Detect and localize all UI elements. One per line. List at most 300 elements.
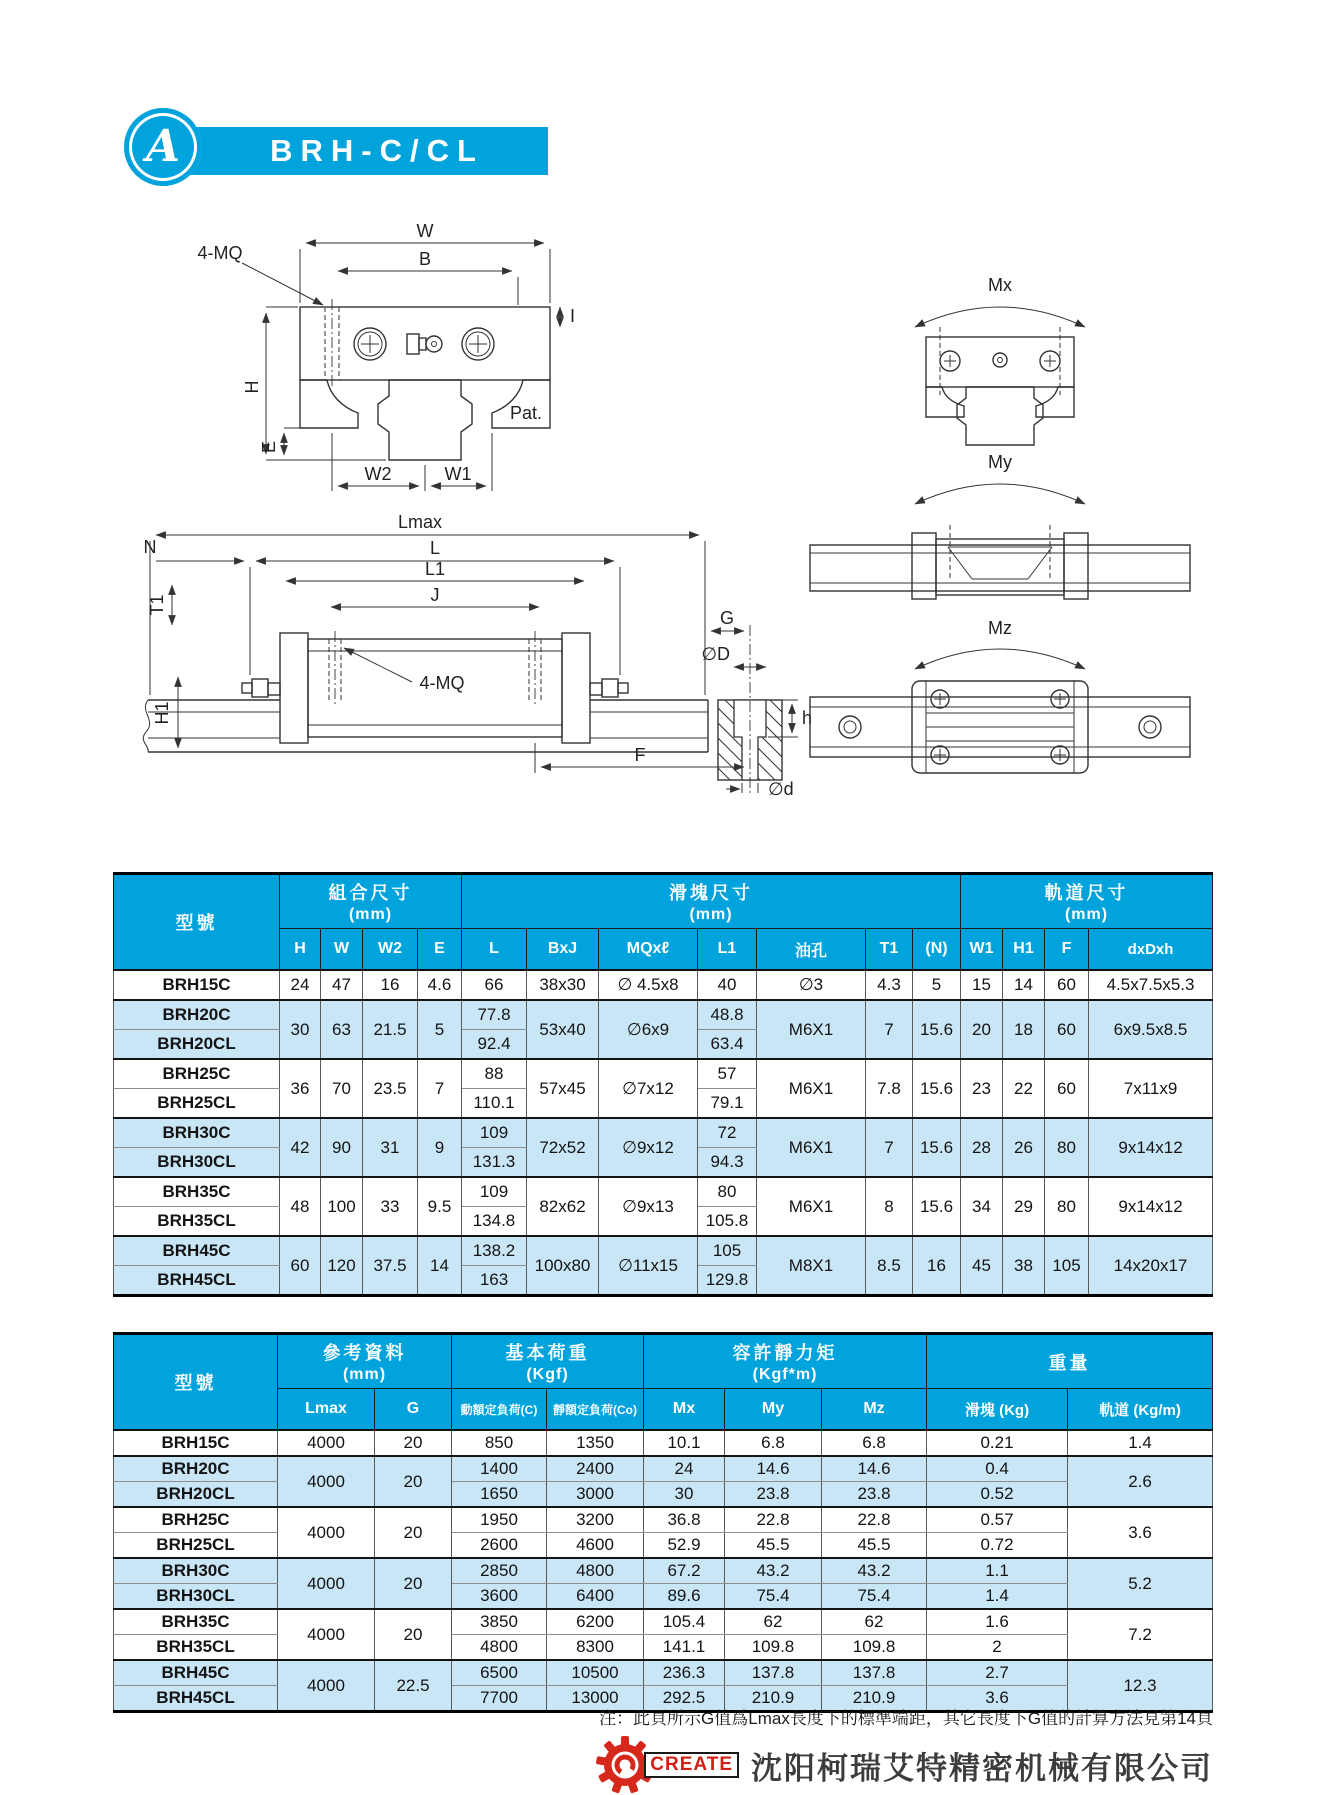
- column-header: H1: [1003, 929, 1045, 971]
- table-cell: 1350: [547, 1430, 644, 1456]
- table-cell: 31: [363, 1118, 418, 1177]
- model-cell: BRH30CL: [114, 1584, 278, 1610]
- table-cell: 45.5: [725, 1533, 822, 1559]
- table-cell: 67.2: [644, 1558, 725, 1584]
- table-cell: 47: [321, 970, 363, 1000]
- model-cell: BRH45CL: [114, 1686, 278, 1712]
- footnote: 注：此頁所示G值爲Lmax長度下的標準端距，其它長度下G值的計算方法見第14頁: [599, 1709, 1213, 1728]
- column-header: 靜額定負荷(Co): [547, 1389, 644, 1431]
- table-cell: M6X1: [757, 1059, 866, 1118]
- column-header: My: [725, 1389, 822, 1431]
- model-cell: BRH15C: [114, 1430, 278, 1456]
- model-cell: BRH15C: [114, 970, 280, 1000]
- table-cell: 5.2: [1068, 1558, 1213, 1609]
- model-cell: BRH45C: [114, 1660, 278, 1686]
- table-cell: 14.6: [725, 1456, 822, 1482]
- table-cell: 62: [822, 1609, 927, 1635]
- table-cell: 4000: [278, 1660, 375, 1712]
- table-cell: 62: [725, 1609, 822, 1635]
- table-cell: 4000: [278, 1609, 375, 1660]
- table-row: [114, 1507, 1213, 1533]
- table-cell: 9x14x12: [1089, 1177, 1213, 1236]
- model-cell: BRH35C: [114, 1609, 278, 1635]
- table-cell: 12.3: [1068, 1660, 1213, 1712]
- table-cell: 38x30: [527, 970, 599, 1000]
- table-cell: 4.5x7.5x5.3: [1089, 970, 1213, 1000]
- table-cell: 24: [644, 1456, 725, 1482]
- table-cell: 75.4: [822, 1584, 927, 1610]
- table-cell: 43.2: [822, 1558, 927, 1584]
- table-cell: 30: [644, 1482, 725, 1508]
- model-cell: BRH35CL: [114, 1635, 278, 1661]
- table-cell: 141.1: [644, 1635, 725, 1661]
- table-cell: 0.72: [927, 1533, 1068, 1559]
- table-cell: 15: [961, 970, 1003, 1000]
- table-cell: 3.6: [927, 1686, 1068, 1712]
- table-cell: 4.6: [418, 970, 462, 1000]
- dim-w2: W2: [364, 464, 392, 484]
- table-cell: 109: [462, 1118, 527, 1148]
- table-cell: 6200: [547, 1609, 644, 1635]
- my-label: My: [988, 452, 1012, 472]
- table-cell: 210.9: [822, 1686, 927, 1712]
- model-cell: BRH20CL: [114, 1030, 280, 1060]
- column-header: Mx: [644, 1389, 725, 1431]
- column-header: 油孔: [757, 929, 866, 971]
- table-cell: 105.8: [698, 1207, 757, 1237]
- table-cell: 8300: [547, 1635, 644, 1661]
- group-header-static-moment: [644, 1334, 927, 1389]
- table-cell: 0.52: [927, 1482, 1068, 1508]
- table-cell: 15.6: [913, 1000, 961, 1059]
- table-cell: 80: [1045, 1118, 1089, 1177]
- dim-e: E: [259, 440, 279, 454]
- table-cell: 20: [375, 1430, 452, 1456]
- table-cell: 63.4: [698, 1030, 757, 1060]
- table-cell: 23.8: [725, 1482, 822, 1508]
- group-label: 組合尺寸: [328, 883, 413, 903]
- dim-t1: T1: [147, 594, 167, 616]
- table-cell: 40: [698, 970, 757, 1000]
- model-column-header: 型號: [114, 1334, 278, 1431]
- table-cell: 9.5: [418, 1177, 462, 1236]
- table-cell: 7: [866, 1000, 913, 1059]
- table-cell: 4000: [278, 1507, 375, 1558]
- table-cell: M6X1: [757, 1000, 866, 1059]
- table-cell: 43.2: [725, 1558, 822, 1584]
- table-row: [114, 1660, 1213, 1686]
- column-header: G: [375, 1389, 452, 1431]
- table-cell: 29: [1003, 1177, 1045, 1236]
- table-cell: 4800: [547, 1558, 644, 1584]
- dim-j: J: [430, 585, 440, 605]
- table-cell: 110.1: [462, 1089, 527, 1119]
- table-cell: 1950: [452, 1507, 547, 1533]
- table-cell: 7x11x9: [1089, 1059, 1213, 1118]
- table-cell: 109.8: [822, 1635, 927, 1661]
- table-cell: 16: [363, 970, 418, 1000]
- group-header-block: [462, 874, 961, 929]
- side-view: [143, 512, 812, 820]
- table-cell: 292.5: [644, 1686, 725, 1712]
- table-cell: 14.6: [822, 1456, 927, 1482]
- dim-h-depth: h: [802, 708, 813, 728]
- table-cell: 37.5: [363, 1236, 418, 1296]
- column-header: W1: [961, 929, 1003, 971]
- table-cell: 109.8: [725, 1635, 822, 1661]
- table-cell: 2.7: [927, 1660, 1068, 1686]
- table-cell: ∅9x13: [599, 1177, 698, 1236]
- table-cell: 14: [418, 1236, 462, 1296]
- table-cell: 22.5: [375, 1660, 452, 1712]
- table-cell: 105: [1045, 1236, 1089, 1296]
- table-cell: 75.4: [725, 1584, 822, 1610]
- table-cell: 105.4: [644, 1609, 725, 1635]
- column-header: (N): [913, 929, 961, 971]
- table-cell: 138.2: [462, 1236, 527, 1266]
- table-cell: 3000: [547, 1482, 644, 1508]
- model-cell: BRH30C: [114, 1558, 278, 1584]
- group-label: 重量: [1048, 1352, 1091, 1373]
- table-row: [114, 1558, 1213, 1584]
- table-cell: 6400: [547, 1584, 644, 1610]
- table-cell: 4000: [278, 1430, 375, 1456]
- table-cell: 0.4: [927, 1456, 1068, 1482]
- table-cell: 26: [1003, 1118, 1045, 1177]
- column-header: Lmax: [278, 1389, 375, 1431]
- table-cell: 66: [462, 970, 527, 1000]
- moment-mx-view: [915, 275, 1085, 445]
- table-cell: 7: [418, 1059, 462, 1118]
- brand-logo: [124, 108, 202, 186]
- table-cell: 13000: [547, 1686, 644, 1712]
- table-cell: 30: [280, 1000, 321, 1059]
- dim-b: B: [418, 249, 432, 269]
- group-header-assembly: [280, 874, 462, 929]
- model-cell: BRH45CL: [114, 1266, 280, 1296]
- dim-h: H: [242, 380, 262, 394]
- group-header-row: [114, 874, 1213, 929]
- table-cell: ∅11x15: [599, 1236, 698, 1296]
- table-cell: 16: [913, 1236, 961, 1296]
- group-unit: (mm): [348, 906, 393, 923]
- table-cell: 34: [961, 1177, 1003, 1236]
- dim-h1: H1: [152, 701, 172, 725]
- dim-l1: L1: [424, 559, 446, 579]
- table-cell: 70: [321, 1059, 363, 1118]
- table-cell: 20: [375, 1507, 452, 1558]
- table-cell: 20: [961, 1000, 1003, 1059]
- table-cell: 89.6: [644, 1584, 725, 1610]
- table-cell: 15.6: [913, 1059, 961, 1118]
- model-cell: BRH25CL: [114, 1089, 280, 1119]
- table-cell: 109: [462, 1177, 527, 1207]
- table-row: [114, 970, 1213, 1000]
- table-cell: 1.4: [927, 1584, 1068, 1610]
- column-header-row: [114, 1389, 1213, 1431]
- dim-4mq-side: 4-MQ: [419, 673, 465, 693]
- column-header: 軌道 (Kg/m): [1068, 1389, 1213, 1431]
- table-cell: 20: [375, 1558, 452, 1609]
- table-cell: 9x14x12: [1089, 1118, 1213, 1177]
- group-label: 基本荷重: [505, 1343, 590, 1363]
- group-unit: (mm): [1064, 906, 1109, 923]
- group-label: 容許靜力矩: [732, 1343, 838, 1363]
- table-cell: 1650: [452, 1482, 547, 1508]
- table-cell: 22.8: [725, 1507, 822, 1533]
- table-cell: ∅9x12: [599, 1118, 698, 1177]
- table-cell: 850: [452, 1430, 547, 1456]
- table-cell: 4800: [452, 1635, 547, 1661]
- table-cell: 129.8: [698, 1266, 757, 1296]
- table-cell: 7: [866, 1118, 913, 1177]
- model-cell: BRH20CL: [114, 1482, 278, 1508]
- dim-n: N: [143, 537, 157, 557]
- model-cell: BRH30C: [114, 1118, 280, 1148]
- dim-i: I: [570, 306, 576, 326]
- page-title: BRH-C/CL: [160, 127, 548, 175]
- table-cell: 45.5: [822, 1533, 927, 1559]
- dim-lmax: Lmax: [397, 512, 443, 532]
- table-cell: 134.8: [462, 1207, 527, 1237]
- table-cell: 236.3: [644, 1660, 725, 1686]
- table-cell: 23.5: [363, 1059, 418, 1118]
- table-cell: 1400: [452, 1456, 547, 1482]
- table-cell: 6500: [452, 1660, 547, 1686]
- table-cell: 7700: [452, 1686, 547, 1712]
- brand-letter: A: [145, 121, 181, 172]
- table-cell: 1.1: [927, 1558, 1068, 1584]
- table-cell: 22: [1003, 1059, 1045, 1118]
- table-cell: 80: [1045, 1177, 1089, 1236]
- model-cell: BRH30CL: [114, 1148, 280, 1178]
- table-cell: 1.4: [1068, 1430, 1213, 1456]
- table-cell: 72: [698, 1118, 757, 1148]
- column-header: T1: [866, 929, 913, 971]
- table-cell: 4.3: [866, 970, 913, 1000]
- table-cell: 42: [280, 1118, 321, 1177]
- create-logo-text: CREATE: [644, 1752, 739, 1778]
- table-cell: 57x45: [527, 1059, 599, 1118]
- table-cell: ∅ 4.5x8: [599, 970, 698, 1000]
- table-cell: ∅3: [757, 970, 866, 1000]
- dim-w1: W1: [444, 464, 472, 484]
- table-cell: 20: [375, 1456, 452, 1507]
- column-header: 滑塊 (Kg): [927, 1389, 1068, 1431]
- table-cell: 100x80: [527, 1236, 599, 1296]
- table-cell: 92.4: [462, 1030, 527, 1060]
- table-cell: 36.8: [644, 1507, 725, 1533]
- table-cell: 137.8: [822, 1660, 927, 1686]
- table-cell: 80: [698, 1177, 757, 1207]
- table-cell: 36: [280, 1059, 321, 1118]
- table-cell: 88: [462, 1059, 527, 1089]
- model-cell: BRH25C: [114, 1507, 278, 1533]
- table-cell: 4000: [278, 1456, 375, 1507]
- table-cell: 24: [280, 970, 321, 1000]
- group-unit: (mm): [689, 906, 733, 923]
- group-unit: (Kgf*m): [752, 1366, 818, 1383]
- table-cell: 20: [375, 1609, 452, 1660]
- column-header: L1: [698, 929, 757, 971]
- table-cell: 52.9: [644, 1533, 725, 1559]
- front-view: [198, 221, 576, 491]
- model-cell: BRH35C: [114, 1177, 280, 1207]
- column-header: dxDxh: [1089, 929, 1213, 971]
- load-table: [113, 1332, 1213, 1713]
- model-column-header: 型號: [114, 874, 280, 971]
- dimensions-table: [113, 872, 1213, 1297]
- group-unit: (mm): [342, 1366, 387, 1383]
- table-cell: 63: [321, 1000, 363, 1059]
- table-cell: 5: [913, 970, 961, 1000]
- column-header: E: [418, 929, 462, 971]
- table-cell: 48: [280, 1177, 321, 1236]
- table-cell: 0.57: [927, 1507, 1068, 1533]
- group-header-reference: [278, 1334, 452, 1389]
- table-cell: 15.6: [913, 1177, 961, 1236]
- table-cell: 60: [1045, 1059, 1089, 1118]
- column-header: W: [321, 929, 363, 971]
- mx-label: Mx: [988, 275, 1012, 295]
- table-cell: 9: [418, 1118, 462, 1177]
- column-header: L: [462, 929, 527, 971]
- table-cell: ∅7x12: [599, 1059, 698, 1118]
- table-cell: 82x62: [527, 1177, 599, 1236]
- group-label: 軌道尺寸: [1044, 883, 1129, 903]
- table-row: [114, 1118, 1213, 1148]
- table-cell: 10500: [547, 1660, 644, 1686]
- table-row: [114, 1456, 1213, 1482]
- table-row: [114, 1430, 1213, 1456]
- table-cell: 18: [1003, 1000, 1045, 1059]
- table-row: [114, 1236, 1213, 1266]
- table-cell: 210.9: [725, 1686, 822, 1712]
- column-header: F: [1045, 929, 1089, 971]
- table-cell: 6.8: [822, 1430, 927, 1456]
- dim-phi-d-lower: ∅d: [768, 779, 794, 799]
- column-header: W2: [363, 929, 418, 971]
- table-cell: 3200: [547, 1507, 644, 1533]
- table-cell: 53x40: [527, 1000, 599, 1059]
- table-row: [114, 1177, 1213, 1207]
- company-footer: [113, 1736, 1213, 1794]
- table-cell: 131.3: [462, 1148, 527, 1178]
- table-cell: 8: [866, 1177, 913, 1236]
- table-cell: 100: [321, 1177, 363, 1236]
- column-header: BxJ: [527, 929, 599, 971]
- group-header-row: [114, 1334, 1213, 1389]
- table-cell: 14x20x17: [1089, 1236, 1213, 1296]
- table-cell: M6X1: [757, 1177, 866, 1236]
- table-cell: 6x9.5x8.5: [1089, 1000, 1213, 1059]
- table-cell: 3600: [452, 1584, 547, 1610]
- table-cell: M6X1: [757, 1118, 866, 1177]
- table-cell: 90: [321, 1118, 363, 1177]
- table-cell: 120: [321, 1236, 363, 1296]
- column-header: H: [280, 929, 321, 971]
- dim-4mq: 4-MQ: [197, 243, 243, 263]
- table-cell: 23: [961, 1059, 1003, 1118]
- table-cell: M8X1: [757, 1236, 866, 1296]
- table-cell: 137.8: [725, 1660, 822, 1686]
- table-cell: 60: [1045, 1000, 1089, 1059]
- group-header-basic-load: [452, 1334, 644, 1389]
- group-header-rail: [961, 874, 1213, 929]
- dim-phi-d-upper: ∅D: [701, 644, 730, 664]
- moment-mz-view: [810, 618, 1190, 773]
- group-header-weight: [927, 1334, 1213, 1389]
- table-cell: 4000: [278, 1558, 375, 1609]
- model-cell: BRH20C: [114, 1456, 278, 1482]
- table-cell: 3.6: [1068, 1507, 1213, 1558]
- company-name: 沈阳柯瑞艾特精密机械有限公司: [751, 1750, 1213, 1786]
- pat-label: Pat.: [510, 403, 543, 423]
- table-cell: 79.1: [698, 1089, 757, 1119]
- column-header: 動額定負荷(C): [452, 1389, 547, 1431]
- table-cell: 2600: [452, 1533, 547, 1559]
- table-cell: 21.5: [363, 1000, 418, 1059]
- table-cell: 57: [698, 1059, 757, 1089]
- table-cell: 8.5: [866, 1236, 913, 1296]
- table-cell: 1.6: [927, 1609, 1068, 1635]
- dim-w: W: [416, 221, 434, 241]
- table-cell: 45: [961, 1236, 1003, 1296]
- table-cell: 60: [1045, 970, 1089, 1000]
- model-cell: BRH25C: [114, 1059, 280, 1089]
- table-cell: 6.8: [725, 1430, 822, 1456]
- model-cell: BRH25CL: [114, 1533, 278, 1559]
- moment-my-view: [810, 452, 1190, 599]
- table-cell: 28: [961, 1118, 1003, 1177]
- table-cell: 7.8: [866, 1059, 913, 1118]
- column-header: MQxℓ: [599, 929, 698, 971]
- group-unit: (Kgf): [526, 1366, 569, 1383]
- table-cell: ∅6x9: [599, 1000, 698, 1059]
- model-cell: BRH20C: [114, 1000, 280, 1030]
- group-label: 滑塊尺寸: [669, 883, 753, 903]
- table-row: [114, 1609, 1213, 1635]
- table-cell: 72x52: [527, 1118, 599, 1177]
- table-cell: 2: [927, 1635, 1068, 1661]
- table-cell: 15.6: [913, 1118, 961, 1177]
- table-cell: 60: [280, 1236, 321, 1296]
- table-cell: 3850: [452, 1609, 547, 1635]
- table-cell: 2400: [547, 1456, 644, 1482]
- table-cell: 163: [462, 1266, 527, 1296]
- table-cell: 2850: [452, 1558, 547, 1584]
- technical-drawing: [120, 195, 1210, 820]
- table-row: [114, 1059, 1213, 1089]
- table-cell: 10.1: [644, 1430, 725, 1456]
- table-cell: 22.8: [822, 1507, 927, 1533]
- column-header: Mz: [822, 1389, 927, 1431]
- table-cell: 94.3: [698, 1148, 757, 1178]
- table-cell: 105: [698, 1236, 757, 1266]
- dim-l: L: [429, 538, 441, 558]
- table-cell: 38: [1003, 1236, 1045, 1296]
- table-cell: 33: [363, 1177, 418, 1236]
- table-cell: 7.2: [1068, 1609, 1213, 1660]
- table-cell: 0.21: [927, 1430, 1068, 1456]
- table-cell: 4600: [547, 1533, 644, 1559]
- group-label: 參考資料: [322, 1343, 407, 1363]
- table-cell: 23.8: [822, 1482, 927, 1508]
- dim-f: F: [634, 745, 646, 765]
- model-cell: BRH45C: [114, 1236, 280, 1266]
- table-cell: 14: [1003, 970, 1045, 1000]
- model-cell: BRH35CL: [114, 1207, 280, 1237]
